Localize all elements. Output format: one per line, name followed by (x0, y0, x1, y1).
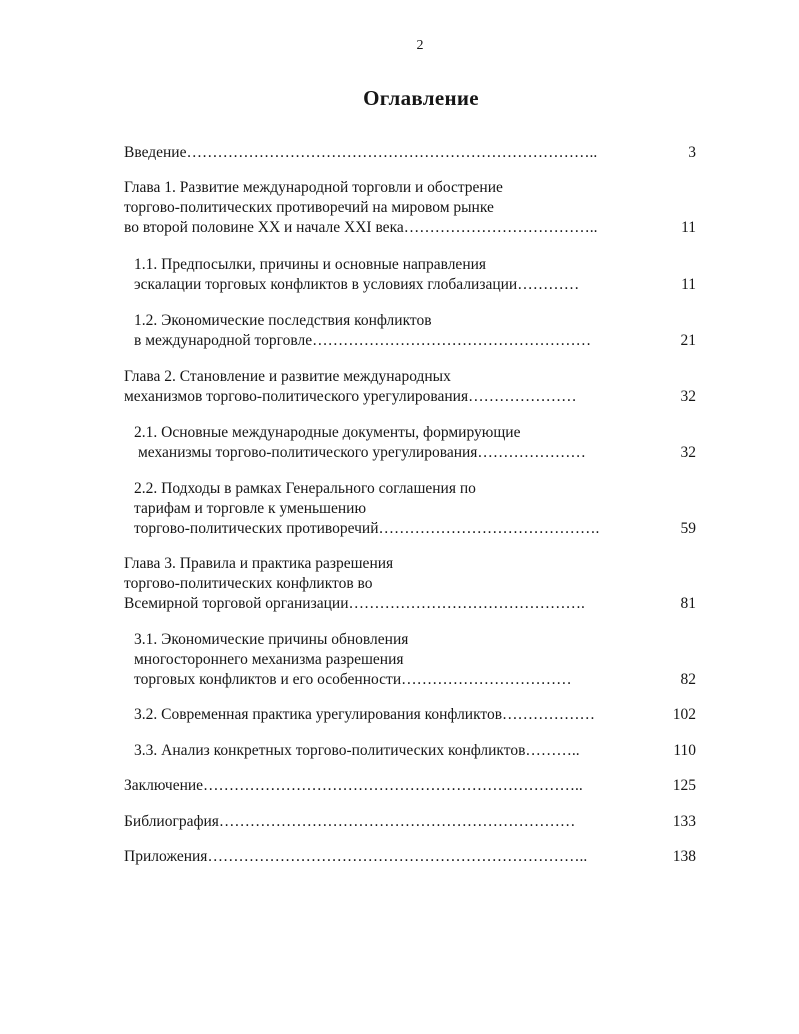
toc-entry-line: многостороннего механизма разрешения (134, 651, 404, 668)
toc-page-number: 3 (688, 144, 696, 161)
toc-entry-line: эскалации торговых конфликтов в условиях глобализации………… (134, 276, 580, 293)
toc-entry-line: 1.2. Экономические последствия конфликтов (134, 312, 432, 329)
toc-page-number: 11 (681, 276, 696, 293)
toc-entry-line: в международной торговле……………………………………………… (134, 332, 592, 349)
toc-page-number: 81 (680, 595, 696, 612)
toc-entry-line: Глава 3. Правила и практика разрешения (124, 555, 394, 572)
toc-entry-line: 3.2. Современная практика урегулирования конфликтов……………… (134, 706, 596, 723)
toc-entry-line: 2.1. Основные международные документы, формирующие (134, 424, 521, 441)
toc-page-number: 32 (680, 444, 696, 461)
toc-page-number: 138 (672, 848, 696, 865)
toc-entry-line: Глава 2. Становление и развитие международных (124, 368, 451, 385)
toc-entry-line: торгово-политических противоречий на мировом рынке (124, 199, 494, 216)
toc-entry-line: торгово-политических конфликтов во (124, 575, 373, 592)
toc-entry-line: во второй половине XX и начале XXI века……………………………….. (124, 219, 598, 236)
toc-entry-line: механизмы торгово-политического урегулирования………………… (138, 444, 586, 461)
toc-page-number: 21 (680, 332, 696, 349)
toc-page-number: 102 (672, 706, 696, 723)
toc-entry-line: 1.1. Предпосылки, причины и основные направления (134, 256, 487, 273)
toc-entry-line: 2.2. Подходы в рамках Генерального соглашения по (134, 480, 476, 497)
page-title: Оглавление (363, 86, 479, 110)
toc-page-number: 11 (681, 219, 696, 236)
toc-page-number: 32 (680, 388, 696, 405)
toc-entry-line: Всемирной торговой организации………………………………………. (124, 595, 585, 612)
toc-page-number: 125 (672, 777, 696, 794)
toc-entry-line: Приложения……………………………………………………………….. (124, 848, 588, 865)
toc-entry-line: торговых конфликтов и его особенности…………………………… (134, 671, 572, 688)
toc-page-number: 59 (680, 520, 696, 537)
toc-entry-line: Введение…………………………………………………………………….. (124, 144, 598, 161)
toc-entry-line: тарифам и торговле к уменьшению (134, 500, 367, 517)
toc-page-number: 133 (672, 813, 696, 830)
toc-entry-line: 3.1. Экономические причины обновления (134, 631, 409, 648)
toc-entry-line: торгово-политических противоречий……………………………………. (134, 520, 600, 537)
toc-entry-line: Глава 1. Развитие международной торговли и обострение (124, 179, 503, 196)
toc-entry-line: Заключение……………………………………………………………….. (124, 777, 583, 794)
toc-entry-line: Библиография…………………………………………………………… (124, 813, 576, 830)
toc-entry-line: 3.3. Анализ конкретных торгово-политических конфликтов……….. (134, 742, 580, 759)
toc-page-number: 110 (673, 742, 696, 759)
toc-page-number: 82 (680, 671, 696, 688)
page-number: 2 (416, 38, 424, 53)
toc-entry-line: механизмов торгово-политического урегулирования………………… (124, 388, 577, 405)
